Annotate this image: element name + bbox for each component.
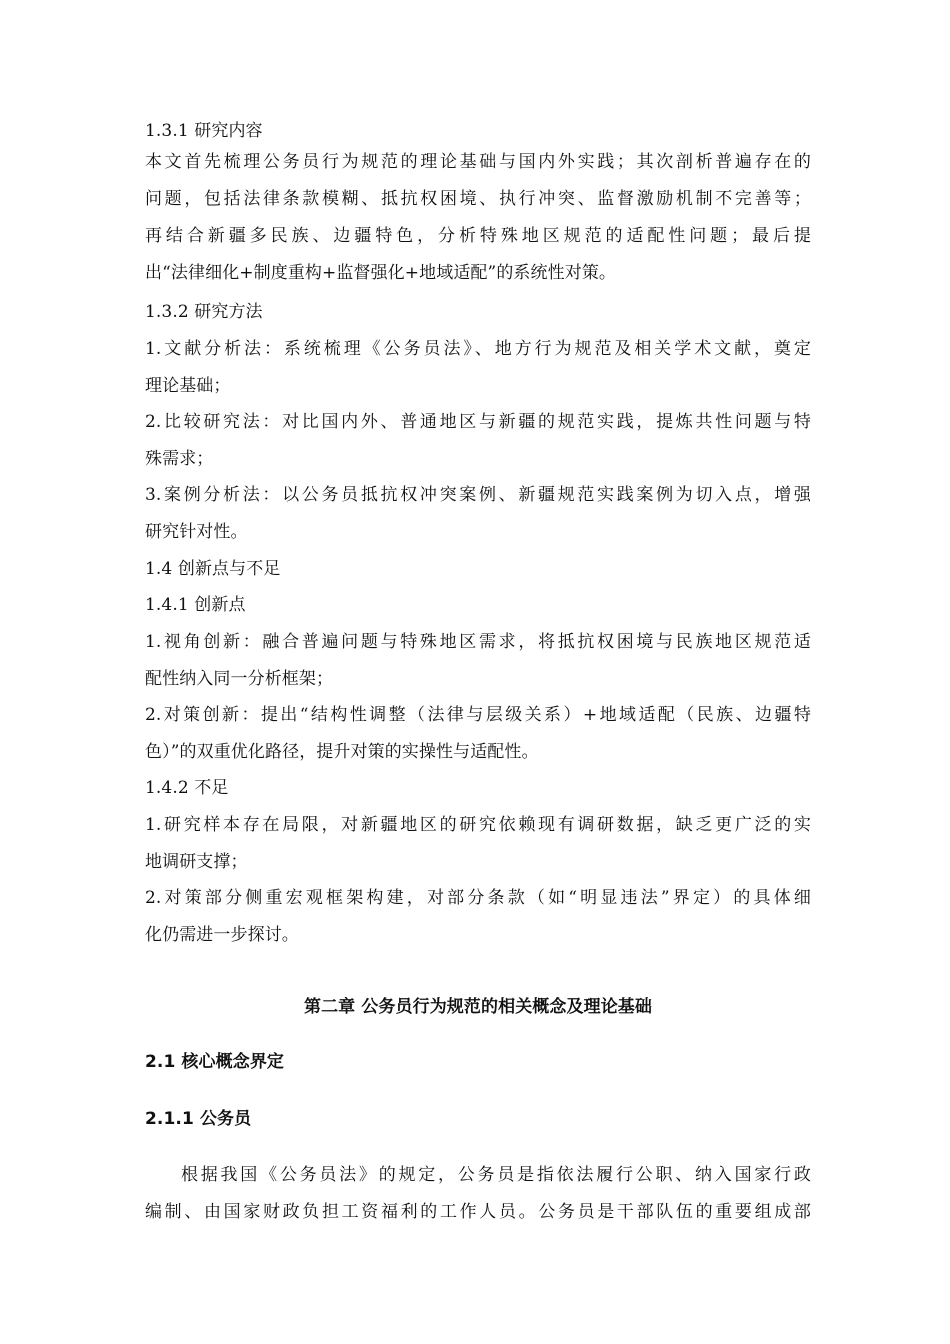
paragraph-line: 地调研支撑； bbox=[145, 852, 248, 872]
paragraph-line: 根据我国《公务员法》的规定，公务员是指依法履行公职、纳入国家行政 bbox=[181, 1165, 811, 1185]
paragraph-line: 3.案例分析法：以公务员抵抗权冲突案例、新疆规范实践案例为切入点，增强 bbox=[145, 485, 811, 505]
heading-1-4-1: 1.4.1 创新点 bbox=[145, 595, 246, 615]
paragraph-line: 化仍需进一步探讨。 bbox=[145, 925, 299, 945]
paragraph-line: 再结合新疆多民族、边疆特色，分析特殊地区规范的适配性问题；最后提 bbox=[145, 226, 811, 246]
paragraph-line: 2.对策创新：提出“结构性调整（法律与层级关系）+地域适配（民族、边疆特 bbox=[145, 705, 811, 725]
chapter-title: 第二章 公务员行为规范的相关概念及理论基础 bbox=[303, 997, 653, 1017]
heading-2-1: 2.1 核心概念界定 bbox=[145, 1052, 285, 1072]
heading-1-4-2: 1.4.2 不足 bbox=[145, 778, 229, 798]
paragraph-line: 配性纳入同一分析框架； bbox=[145, 669, 334, 689]
paragraph-line: 1.视角创新：融合普遍问题与特殊地区需求，将抵抗权困境与民族地区规范适 bbox=[145, 632, 811, 652]
paragraph-line: 问题，包括法律条款模糊、抵抗权困境、执行冲突、监督激励机制不完善等； bbox=[145, 189, 811, 209]
paragraph-line: 研究针对性。 bbox=[145, 522, 248, 542]
heading-1-3-2: 1.3.2 研究方法 bbox=[145, 302, 263, 322]
paragraph-line: 殊需求； bbox=[145, 449, 214, 469]
paragraph-line: 1.研究样本存在局限，对新疆地区的研究依赖现有调研数据，缺乏更广泛的实 bbox=[145, 815, 811, 835]
paragraph-line: 本文首先梳理公务员行为规范的理论基础与国内外实践；其次剖析普遍存在的 bbox=[145, 152, 811, 172]
heading-1-4: 1.4 创新点与不足 bbox=[145, 559, 281, 579]
heading-2-1-1: 2.1.1 公务员 bbox=[145, 1109, 252, 1129]
paragraph-line: 色）”的双重优化路径，提升对策的实操性与适配性。 bbox=[145, 742, 539, 762]
paragraph-line: 2.对策部分侧重宏观框架构建，对部分条款（如“明显违法”界定）的具体细 bbox=[145, 888, 811, 908]
paragraph-line: 2.比较研究法：对比国内外、普通地区与新疆的规范实践，提炼共性问题与特 bbox=[145, 412, 811, 432]
paragraph-line: 理论基础； bbox=[145, 376, 231, 396]
heading-1-3-1: 1.3.1 研究内容 bbox=[145, 121, 263, 141]
paragraph-line: 1.文献分析法：系统梳理《公务员法》、地方行为规范及相关学术文献，奠定 bbox=[145, 339, 811, 359]
paragraph-line: 出“法律细化+制度重构+监督强化+地域适配”的系统性对策。 bbox=[145, 263, 617, 283]
paragraph-line: 编制、由国家财政负担工资福利的工作人员。公务员是干部队伍的重要组成部 bbox=[145, 1202, 811, 1222]
